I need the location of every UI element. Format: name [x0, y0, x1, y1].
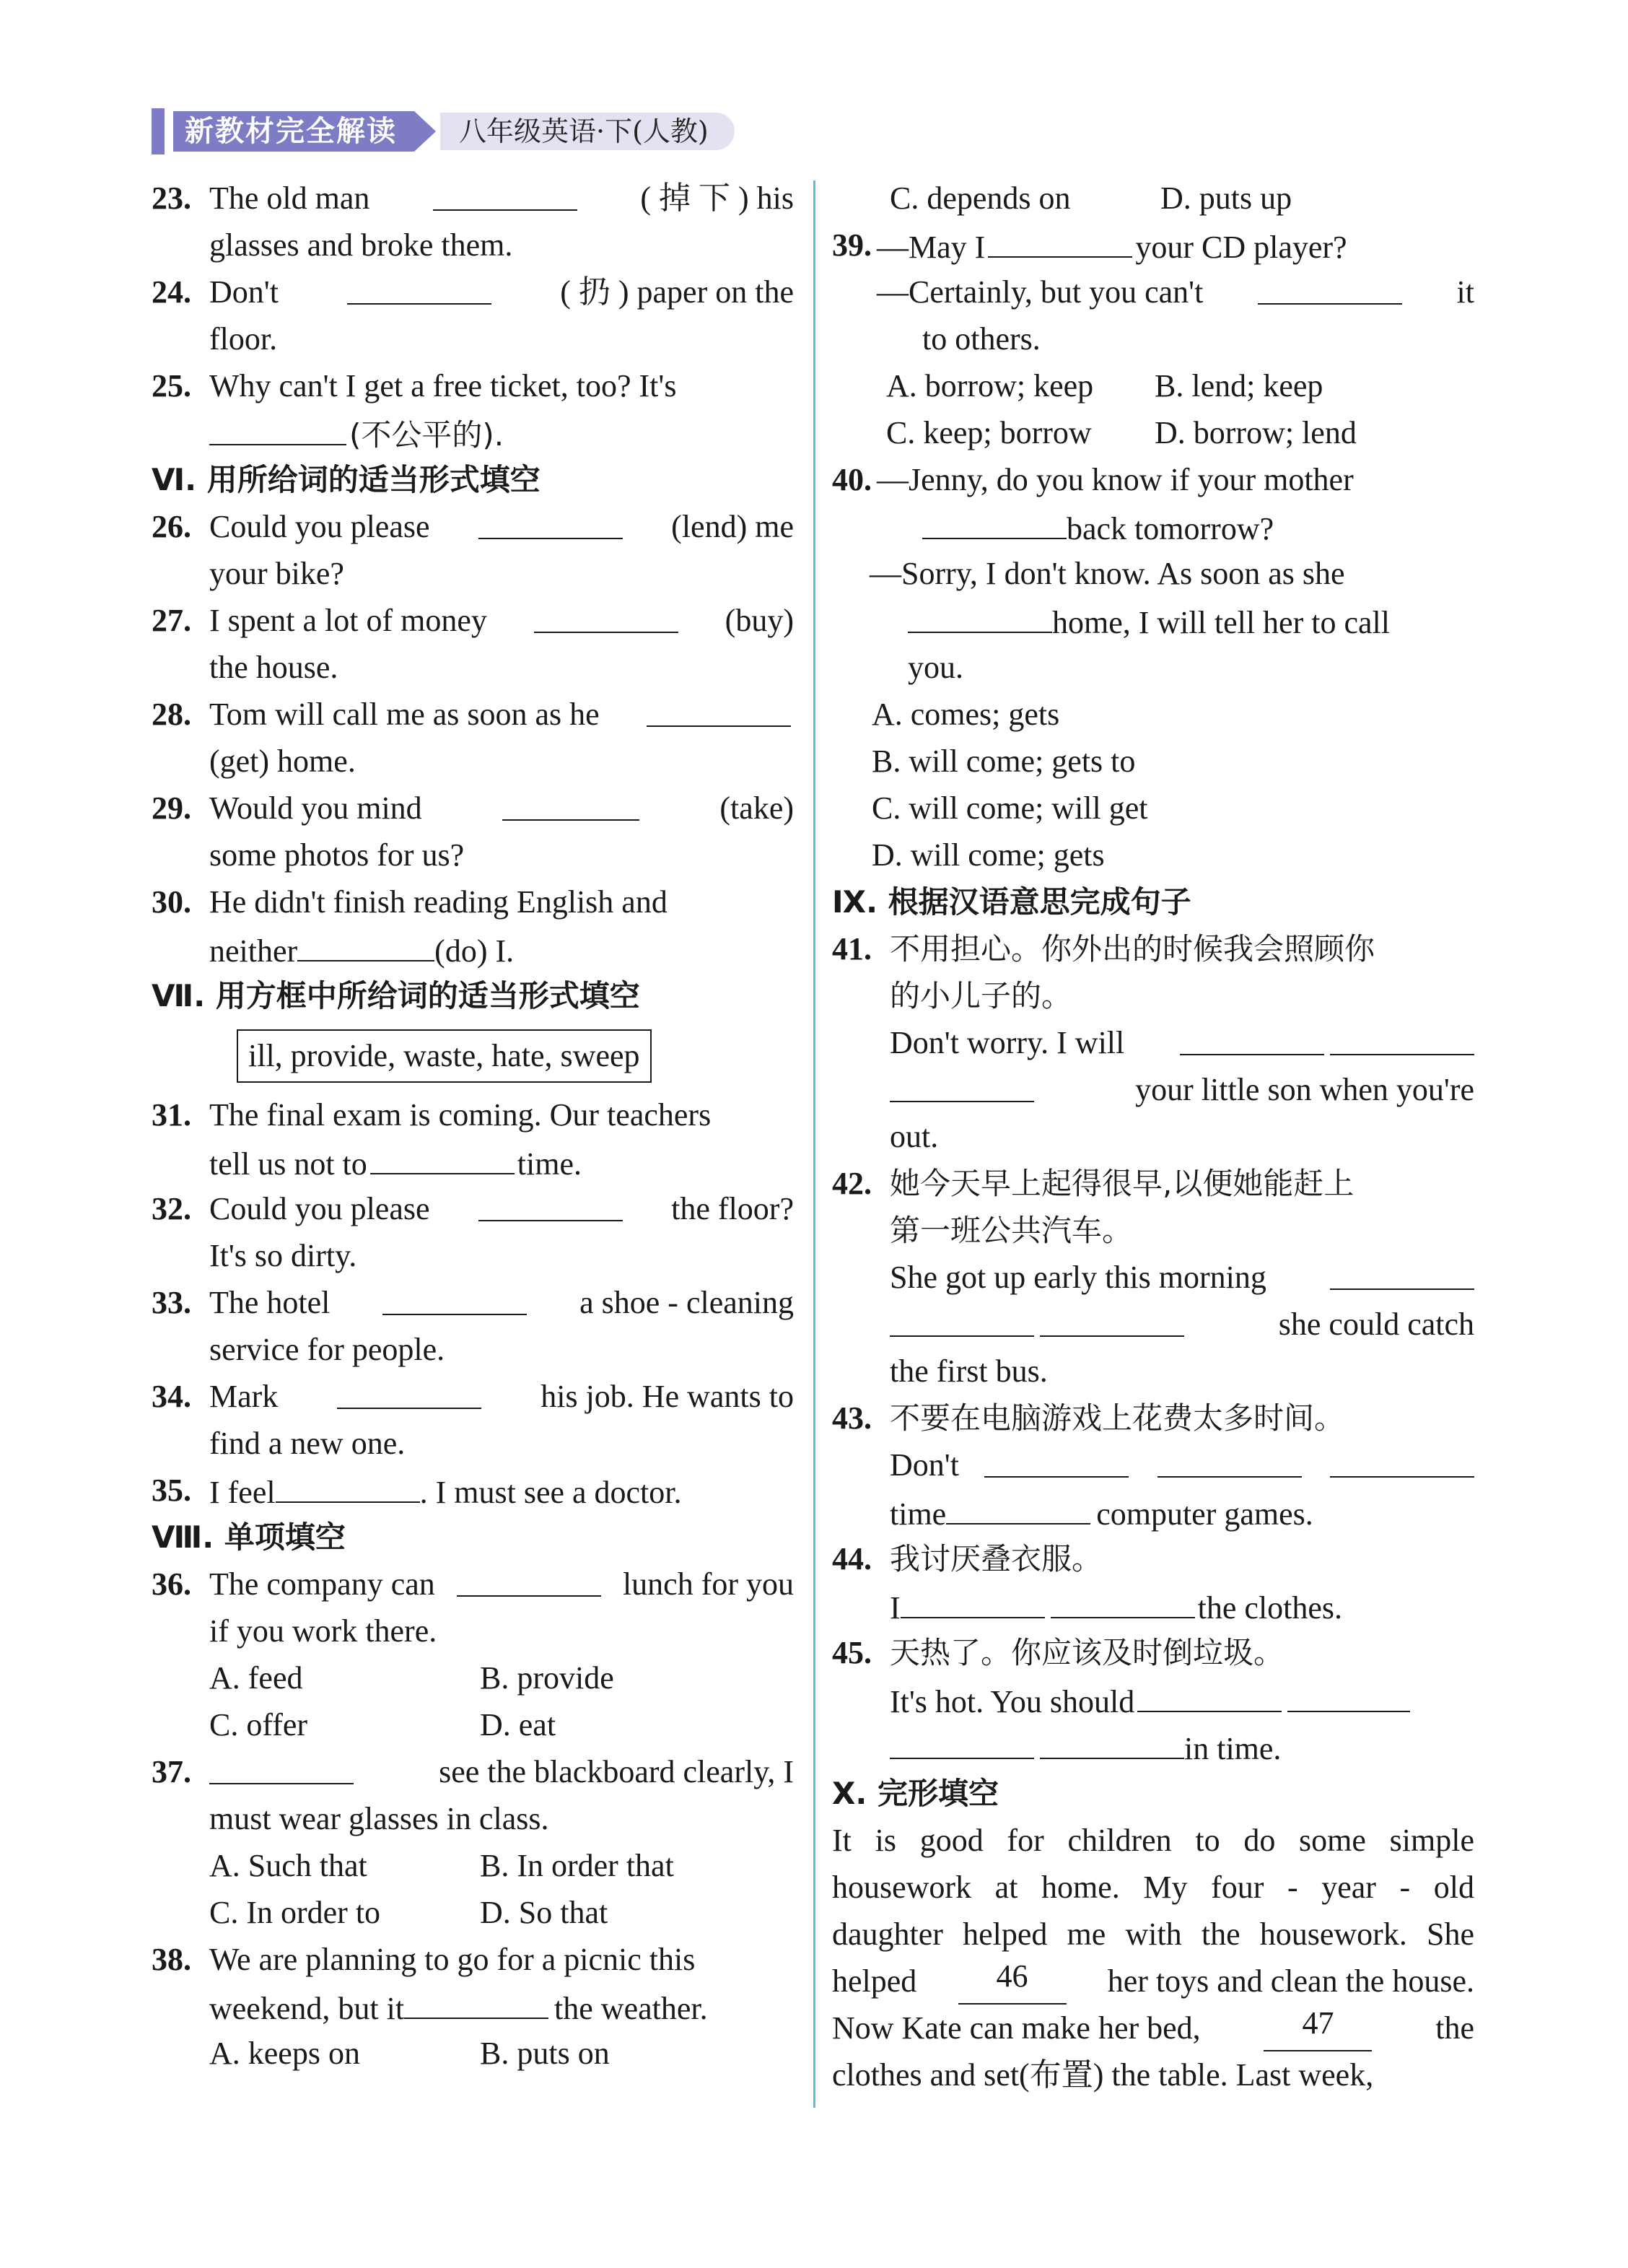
question-45: 45. 天热了。你应该及时倒垃圾。: [832, 1635, 1285, 1670]
answer-blank[interactable]: [922, 503, 1067, 539]
question-43: 43. 不要在电脑游戏上花费太多时间。: [832, 1400, 1345, 1436]
answer-blank[interactable]: [433, 175, 577, 211]
question-34: 34. Mark his job. He wants to: [152, 1373, 794, 1420]
option-a[interactable]: A. comes; gets: [872, 697, 1060, 732]
answer-blank[interactable]: [1330, 1019, 1474, 1055]
question-28: 28. Tom will call me as soon as he: [152, 691, 794, 738]
cloze-line-5: Now Kate can make her bed, 47 the: [832, 2005, 1474, 2051]
option-b[interactable]: B. lend; keep: [1155, 368, 1323, 404]
section-7-title: Ⅶ. 用方框中所给词的适当形式填空: [152, 978, 640, 1013]
question-26: 26. Could you please (lend) me: [152, 503, 794, 550]
answer-blank[interactable]: [1287, 1676, 1410, 1712]
question-39: 39. —May I your CD player?: [832, 222, 1474, 269]
section-8-title: Ⅷ. 单项填空: [152, 1519, 346, 1555]
option-a[interactable]: A. keeps on: [209, 2036, 360, 2071]
option-c[interactable]: C. keep; borrow: [886, 415, 1092, 450]
header-accent-bar: [152, 108, 165, 154]
answer-blank[interactable]: [1157, 1442, 1302, 1478]
header-arrow: [414, 111, 436, 152]
option-b[interactable]: B. provide: [480, 1660, 614, 1696]
answer-blank[interactable]: [347, 269, 491, 305]
answer-blank[interactable]: [382, 1279, 527, 1315]
question-38: 38. We are planning to go for a picnic this: [152, 1942, 696, 1977]
header-subtitle: 八年级英语·下(人教): [440, 113, 735, 150]
answer-blank[interactable]: [457, 1561, 601, 1597]
answer-blank[interactable]: [534, 597, 678, 633]
answer-blank[interactable]: [908, 597, 1052, 633]
answer-blank[interactable]: [1040, 1301, 1184, 1337]
answer-blank[interactable]: [1258, 269, 1402, 305]
question-36: 36. The company can lunch for you: [152, 1561, 794, 1608]
cloze-line-6: clothes and set(布置) the table. Last week,: [832, 2057, 1374, 2093]
question-32: 32. Could you please the floor?: [152, 1185, 794, 1232]
answer-blank[interactable]: [890, 1301, 1034, 1337]
answer-blank[interactable]: [337, 1373, 481, 1409]
answer-blank[interactable]: [901, 1582, 1045, 1618]
answer-blank[interactable]: [209, 409, 346, 445]
cloze-blank-47[interactable]: 47: [1264, 2005, 1372, 2051]
answer-blank[interactable]: [647, 691, 791, 727]
option-b[interactable]: B. puts on: [480, 2036, 610, 2071]
question-27: 27. I spent a lot of money (buy): [152, 597, 794, 644]
question-30: 30. He didn't finish reading English and: [152, 884, 668, 920]
option-c[interactable]: C. depends on: [890, 180, 1071, 216]
option-d[interactable]: D. So that: [480, 1895, 608, 1930]
option-d[interactable]: D. borrow; lend: [1155, 415, 1357, 450]
answer-blank[interactable]: [370, 1138, 515, 1174]
question-41: 41. 不用担心。你外出的时候我会照顾你: [832, 931, 1375, 967]
cloze-line-4: helped 46 her toys and clean the house.: [832, 1958, 1474, 2005]
cloze-blank-46[interactable]: 46: [958, 1958, 1067, 2005]
question-37: 37. see the blackboard clearly, I: [152, 1748, 794, 1795]
answer-blank[interactable]: [1330, 1254, 1474, 1290]
answer-blank[interactable]: [988, 222, 1132, 258]
answer-blank[interactable]: [1330, 1442, 1474, 1478]
answer-blank[interactable]: [209, 1748, 354, 1784]
option-d[interactable]: D. will come; gets: [872, 837, 1105, 873]
cloze-line-2: housework at home. My four - year - old: [832, 1870, 1474, 1905]
answer-blank[interactable]: [1051, 1582, 1195, 1618]
page-header: [152, 108, 735, 154]
question-23: 23. The old man ( 掉 下 ) his: [152, 175, 794, 222]
question-40: 40. —Jenny, do you know if your mother: [832, 462, 1354, 497]
question-35: 35. I feel . I must see a doctor.: [152, 1467, 794, 1514]
question-33: 33. The hotel a shoe - cleaning: [152, 1279, 794, 1326]
answer-blank[interactable]: [890, 1066, 1034, 1102]
question-44: 44. 我讨厌叠衣服。: [832, 1541, 1103, 1576]
column-divider: [813, 180, 815, 2108]
answer-blank[interactable]: [276, 1467, 420, 1503]
option-a[interactable]: A. feed: [209, 1660, 303, 1696]
section-9-title: Ⅸ. 根据汉语意思完成句子: [832, 884, 1191, 920]
answer-blank[interactable]: [502, 785, 639, 821]
option-c[interactable]: C. offer: [209, 1707, 308, 1743]
option-a[interactable]: A. borrow; keep: [886, 368, 1094, 404]
word-box: ill, provide, waste, hate, sweep: [237, 1029, 652, 1083]
option-c[interactable]: C. In order to: [209, 1895, 381, 1930]
question-31: 31. The final exam is coming. Our teachers: [152, 1097, 712, 1133]
left-column: 23. The old man ( 掉 下 ) his glasses and broke them. 24. Don't ( 扔 ) paper on the floor. 25. Why can't I get a free ticket, too? It's (不公平的). Ⅵ. 用所给词的适当形式填空 26. Could you please (lend) me your bike? 27. I spent a lot of money (buy) the house. 28. Tom will call me as soon as he (get) home. 29. Would you mind (take) some photos for us? 30. He didn't finish reading English and neither (do) I. Ⅶ. 用方框中所给词的适当形式填空 ill, provide, waste, hate, sweep 31. The final exam is coming. Our teachers tell us not to time. 32. Could you please the floor? It's so dirty. 33. The hotel a shoe - cleaning service for people. 34. Mark his job. He wants to find a new one. 35. I feel . I must see a doctor. Ⅷ. 单项填空 36. The company can lunch for you if you work there. A. feed B. provide C. offer D. eat 37. see the blackboard clearly, I must wear glasses in class. A. Such that B. In order that C. In order to D. So that 38. We are planning to go for a picnic this weekend, but it the weather. A. keeps on B. puts on: [152, 175, 794, 2077]
section-10-title: Ⅹ. 完形填空: [832, 1776, 999, 1811]
answer-blank[interactable]: [984, 1442, 1129, 1478]
option-d[interactable]: D. eat: [480, 1707, 556, 1743]
cloze-line-1: It is good for children to do some simple: [832, 1823, 1474, 1858]
answer-blank[interactable]: [478, 1185, 623, 1221]
option-d[interactable]: D. puts up: [1160, 180, 1292, 216]
section-6-title: Ⅵ. 用所给词的适当形式填空: [152, 462, 541, 497]
option-c[interactable]: C. will come; will get: [872, 790, 1148, 826]
answer-blank[interactable]: [404, 1983, 548, 2019]
right-column: C. depends on D. puts up 39. —May I your CD player? —Certainly, but you can't it to others. A. borrow; keep B. lend; keep C. keep; borrow D. borrow; lend 40. —Jenny, do you know if your mother back tomorrow? —Sorry, I don't know. As soon as she home, I will tell her to call you. A. comes; gets B. will come; gets to C. will come; will get D. will come; gets Ⅸ. 根据汉语意思完成句子 41. 不用担心。你外出的时候我会照顾你 的小儿子的。 Don't worry. I will your little son when you're out. 42. 她今天早上起得很早,以便她能赶上 第一班公共汽车。 She got up early this morning she could catch the first bus. 43. 不要在电脑游戏上花费太多时间。 Don't time computer games. 44. 我讨厌叠衣服。 I the clothes. 45. 天热了。你应该及时倒垃圾。 It's hot. You should in time. Ⅹ. 完形填空 It is good for children to do some simple housework at home. My four - year - old daughter helped me with the housework. She helped 46 her toys and clean the house. Now Kate can make her bed, 47 the clothes and set(布置) the table. Last week,: [832, 175, 1474, 2098]
question-42: 42. 她今天早上起得很早,以便她能赶上: [832, 1166, 1355, 1201]
answer-blank[interactable]: [890, 1723, 1034, 1759]
answer-blank[interactable]: [946, 1488, 1090, 1525]
option-b[interactable]: B. will come; gets to: [872, 743, 1136, 779]
option-b[interactable]: B. In order that: [480, 1848, 674, 1883]
answer-blank[interactable]: [1137, 1676, 1282, 1712]
option-a[interactable]: A. Such that: [209, 1848, 367, 1883]
question-25: 25. Why can't I get a free ticket, too? It's: [152, 368, 677, 404]
answer-blank[interactable]: [1040, 1723, 1184, 1759]
question-29: 29. Would you mind (take): [152, 785, 794, 832]
header-brand: 新教材完全解读: [173, 111, 414, 152]
answer-blank[interactable]: [297, 925, 434, 961]
answer-blank[interactable]: [478, 503, 623, 539]
cloze-line-3: daughter helped me with the housework. She: [832, 1916, 1474, 1952]
question-24: 24. Don't ( 扔 ) paper on the: [152, 269, 794, 315]
answer-blank[interactable]: [1180, 1019, 1324, 1055]
